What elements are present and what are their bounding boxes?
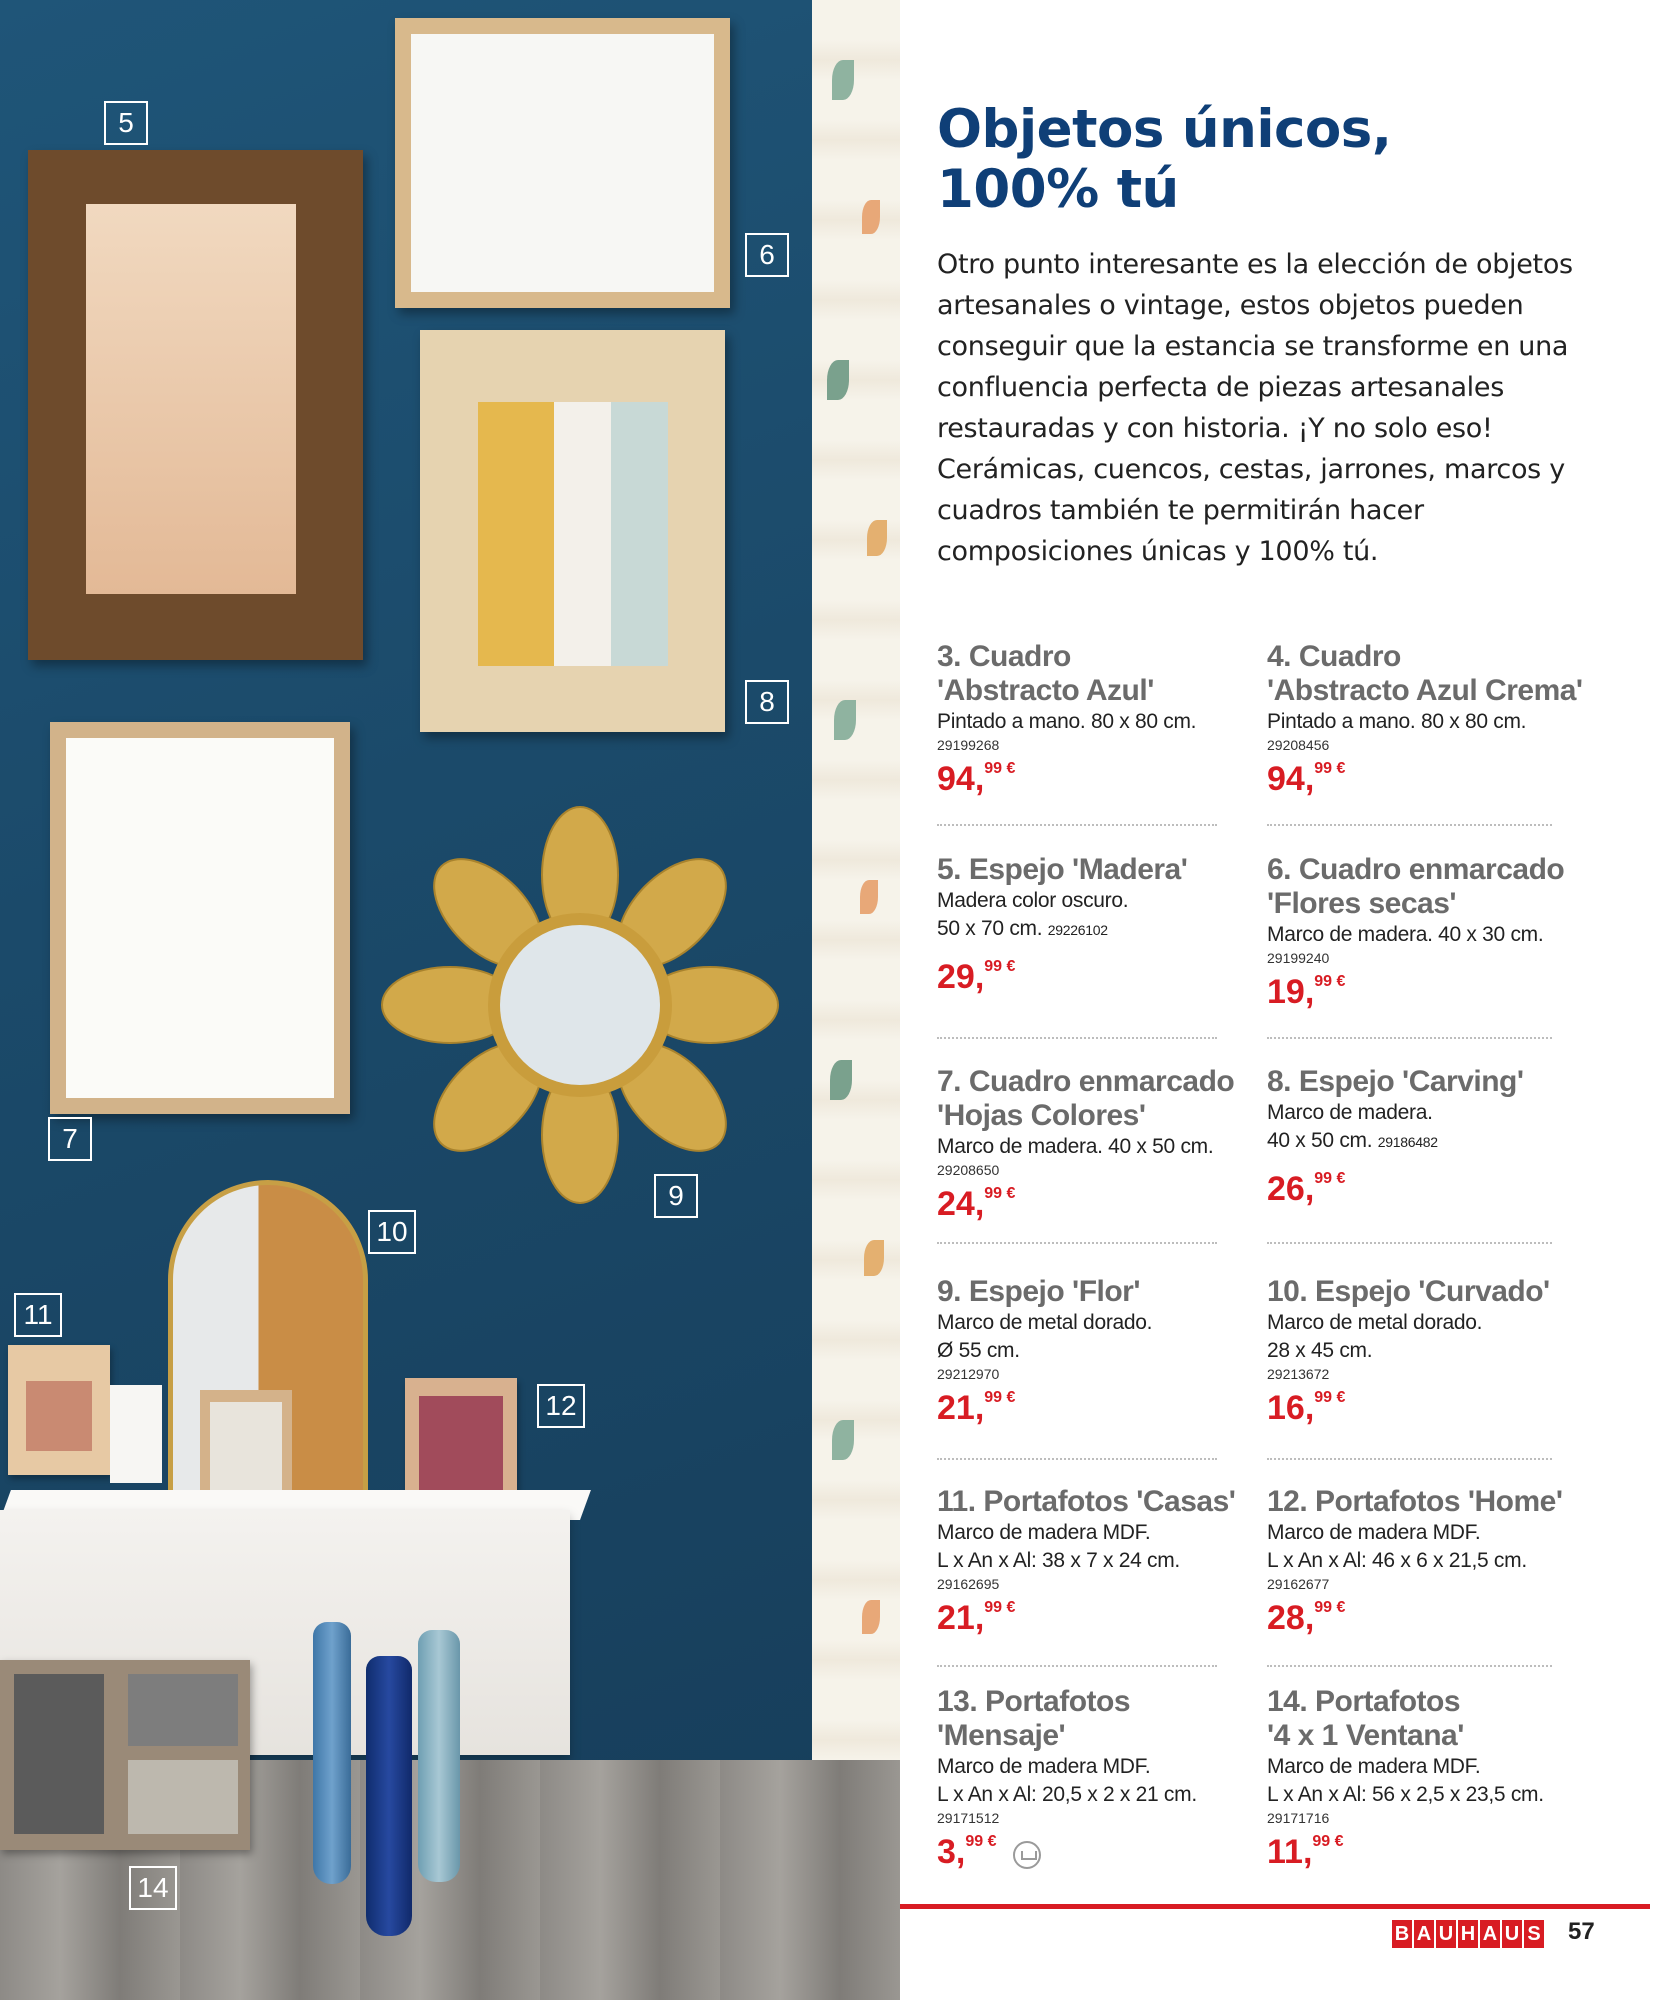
product-price <box>1267 758 1567 800</box>
label-12: 12 <box>537 1384 585 1428</box>
product-price <box>937 1183 1237 1225</box>
product-desc: Pintado a mano. 80 x 80 cm. <box>1267 710 1527 733</box>
product-desc-2 <box>937 915 1237 944</box>
product-name: 5. Espejo 'Madera' <box>937 853 1188 886</box>
product-price <box>1267 1168 1567 1210</box>
product-price <box>937 1597 1237 1639</box>
price-integer: 21, <box>937 1599 985 1637</box>
product-price <box>937 1831 1237 1873</box>
product-name: 12. Portafotos 'Home' <box>1267 1485 1563 1518</box>
logo-letter: U <box>1502 1920 1522 1948</box>
divider <box>1267 1458 1552 1460</box>
product-desc: Marco de madera. 40 x 30 cm. <box>1267 923 1544 946</box>
label-14: 14 <box>129 1866 177 1910</box>
leaves-frame <box>50 722 350 1114</box>
divider <box>1267 824 1552 826</box>
label-11: 11 <box>14 1293 62 1337</box>
logo-letter: S <box>1524 1920 1544 1948</box>
vase-light-blue <box>313 1622 351 1884</box>
product-desc: Pintado a mano. 80 x 80 cm. <box>937 710 1197 733</box>
logo-letter: U <box>1436 1920 1456 1948</box>
product-code: 29212970 <box>937 1366 1000 1382</box>
logo-letter: A <box>1480 1920 1500 1948</box>
price-decimal: 99 € <box>984 958 1016 975</box>
product-price <box>1267 1831 1567 1873</box>
product-13 <box>937 1685 1237 1873</box>
product-name: 6. Cuadro enmarcado <box>1267 853 1565 886</box>
product-10 <box>1267 1275 1567 1429</box>
product-size: 40 x 50 cm. <box>1267 1129 1373 1152</box>
product-desc-2: L x An x Al: 46 x 6 x 21,5 cm. <box>1267 1549 1527 1572</box>
product-code: 29171512 <box>937 1810 1000 1826</box>
product-desc: Marco de metal dorado. <box>937 1311 1153 1334</box>
price-integer: 11, <box>1267 1833 1313 1871</box>
product-desc: Marco de madera MDF. <box>937 1755 1151 1778</box>
product-price <box>937 1387 1237 1429</box>
product-desc: Marco de madera. <box>1267 1101 1433 1124</box>
divider <box>1267 1665 1552 1667</box>
logo-letter: A <box>1414 1920 1434 1948</box>
product-desc-2: L x An x Al: 56 x 2,5 x 23,5 cm. <box>1267 1783 1544 1806</box>
label-7: 7 <box>48 1117 92 1161</box>
product-desc: Marco de madera MDF. <box>1267 1521 1481 1544</box>
divider <box>937 1242 1217 1244</box>
product-desc-2: 28 x 45 cm. <box>1267 1339 1373 1362</box>
product-desc: Marco de metal dorado. <box>1267 1311 1483 1334</box>
product-desc: Marco de madera MDF. <box>937 1521 1151 1544</box>
flower-mirror <box>380 805 780 1205</box>
divider <box>1267 1037 1552 1039</box>
product-name: 3. Cuadro <box>937 640 1071 673</box>
divider <box>1267 1242 1552 1244</box>
product-code: 29162677 <box>1267 1576 1330 1592</box>
page-number: 57 <box>1568 1918 1595 1945</box>
product-desc: Marco de madera MDF. <box>1267 1755 1481 1778</box>
product-desc-2: Ø 55 cm. <box>937 1339 1020 1362</box>
product-name: 13. Portafotos <box>937 1685 1131 1718</box>
product-name: 'Mensaje' <box>937 1719 1066 1752</box>
product-name: 9. Espejo 'Flor' <box>937 1275 1140 1308</box>
product-name: 10. Espejo 'Curvado' <box>1267 1275 1550 1308</box>
price-decimal: 99 € <box>984 1389 1016 1406</box>
product-14 <box>1267 1685 1567 1873</box>
price-decimal: 99 € <box>1314 1170 1346 1187</box>
product-code: 29226102 <box>1047 922 1108 938</box>
divider <box>937 1458 1217 1460</box>
intro-paragraph: Otro punto interesante es la elección de objetos artesanales o vintage, estos objetos pueden conseguir que la estancia se transforme en una confluencia perfecta de piezas artesanales restauradas y con historia. ¡Y no solo eso! Cerámicas, cuencos, cestas, jarrones, marcos y cuadros también te permitirán hacer composiciones únicas y 100% tú. <box>937 249 1573 567</box>
label-5: 5 <box>104 101 148 145</box>
product-name: 7. Cuadro enmarcado <box>937 1065 1235 1098</box>
vase-dark-blue <box>366 1656 412 1936</box>
product-price <box>1267 1597 1567 1639</box>
product-desc: Madera color oscuro. <box>937 889 1129 912</box>
product-name: '4 x 1 Ventana' <box>1267 1719 1464 1752</box>
product-code: 29162695 <box>937 1576 1000 1592</box>
product-name: 14. Portafotos <box>1267 1685 1461 1718</box>
product-name: 8. Espejo 'Carving' <box>1267 1065 1524 1098</box>
product-9 <box>937 1275 1237 1429</box>
label-8: 8 <box>745 680 789 724</box>
label-6: 6 <box>745 233 789 277</box>
divider <box>937 1665 1217 1667</box>
wooden-mirror-frame <box>28 150 363 660</box>
title-line-2: 100% tú <box>937 159 1179 220</box>
product-code: 29186482 <box>1377 1134 1438 1150</box>
product-name: 'Abstracto Azul Crema' <box>1267 674 1583 707</box>
product-12 <box>1267 1485 1567 1639</box>
product-name: 11. Portafotos 'Casas' <box>937 1485 1236 1518</box>
product-code: 29208456 <box>1267 737 1330 753</box>
price-integer: 19, <box>1267 973 1315 1011</box>
price-decimal: 99 € <box>965 1833 997 1850</box>
houses-frame <box>8 1345 110 1475</box>
product-price <box>937 956 1237 998</box>
product-3 <box>937 640 1237 800</box>
product-name: 4. Cuadro <box>1267 640 1401 673</box>
price-integer: 94, <box>937 760 985 798</box>
product-size: 50 x 70 cm. <box>937 917 1043 940</box>
bauhaus-logo <box>1392 1920 1546 1948</box>
product-5 <box>937 853 1237 998</box>
price-integer: 26, <box>1267 1170 1315 1208</box>
price-decimal: 99 € <box>984 1185 1016 1202</box>
product-4 <box>1267 640 1583 800</box>
price-decimal: 99 € <box>1314 973 1346 990</box>
price-decimal: 99 € <box>1314 1599 1346 1616</box>
price-decimal: 99 € <box>1314 760 1346 777</box>
cart-icon[interactable] <box>1013 1841 1041 1869</box>
product-name: 'Abstracto Azul' <box>937 674 1154 707</box>
product-6 <box>1267 853 1567 1013</box>
product-name: 'Flores secas' <box>1267 887 1457 920</box>
divider <box>937 824 1217 826</box>
floral-curtain <box>812 0 900 2000</box>
price-integer: 3, <box>937 1833 966 1871</box>
product-price <box>1267 971 1567 1013</box>
price-decimal: 99 € <box>1314 1389 1346 1406</box>
price-integer: 16, <box>1267 1389 1315 1427</box>
product-code: 29199268 <box>937 737 1000 753</box>
label-10: 10 <box>368 1210 416 1254</box>
product-desc: Marco de madera. 40 x 50 cm. <box>937 1135 1214 1158</box>
product-desc-2: L x An x Al: 38 x 7 x 24 cm. <box>937 1549 1180 1572</box>
carved-mirror-frame <box>420 330 725 732</box>
price-integer: 24, <box>937 1185 985 1223</box>
logo-letter: B <box>1392 1920 1412 1948</box>
flowers-frame <box>395 18 730 308</box>
product-code: 29199240 <box>1267 950 1330 966</box>
price-integer: 28, <box>1267 1599 1315 1637</box>
page-title <box>937 100 1617 220</box>
product-code: 29213672 <box>1267 1366 1330 1382</box>
product-7 <box>937 1065 1237 1225</box>
product-price <box>937 758 1237 800</box>
window-photo-frame <box>0 1660 250 1850</box>
vase-pale-blue <box>418 1630 460 1882</box>
price-decimal: 99 € <box>984 1599 1016 1616</box>
product-name: 'Hojas Colores' <box>937 1099 1146 1132</box>
price-integer: 94, <box>1267 760 1315 798</box>
product-desc-2 <box>1267 1127 1567 1156</box>
product-code: 29208650 <box>937 1162 1000 1178</box>
product-8 <box>1267 1065 1567 1210</box>
price-integer: 29, <box>937 958 985 996</box>
logo-letter: H <box>1458 1920 1478 1948</box>
divider <box>937 1037 1217 1039</box>
price-decimal: 99 € <box>984 760 1016 777</box>
product-11 <box>937 1485 1237 1639</box>
price-integer: 21, <box>937 1389 985 1427</box>
product-code: 29171716 <box>1267 1810 1330 1826</box>
price-decimal: 99 € <box>1312 1833 1344 1850</box>
title-line-1: Objetos únicos, <box>937 99 1392 160</box>
label-9: 9 <box>654 1174 698 1218</box>
product-desc-2: L x An x Al: 20,5 x 2 x 21 cm. <box>937 1783 1197 1806</box>
house-shape <box>110 1385 162 1483</box>
footer-rule <box>900 1904 1650 1909</box>
product-price <box>1267 1387 1567 1429</box>
